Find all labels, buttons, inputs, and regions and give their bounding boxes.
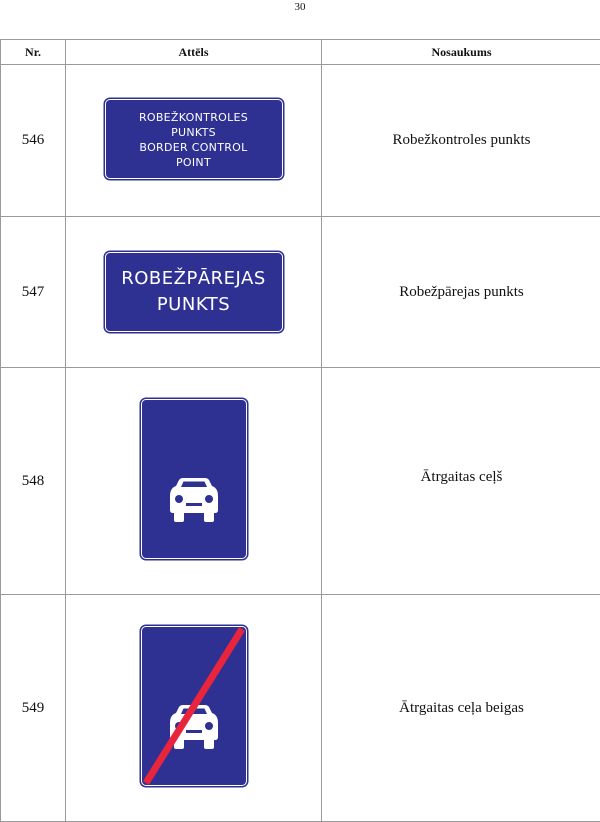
sign-image-cell [66, 368, 322, 595]
sign-text-line: ROBEŽKONTROLES [106, 110, 282, 125]
sign-image-cell [66, 65, 322, 217]
table-row [1, 368, 600, 595]
sign-text-line: ROBEŽPĀREJAS [106, 266, 282, 292]
sign-text-line: POINT [106, 155, 282, 170]
table-header-row [1, 40, 600, 65]
car-icon [142, 400, 246, 558]
sign-name: Ātrgaitas ceļa beigas [322, 595, 600, 822]
road-signs-table [0, 39, 600, 822]
page-number: 30 [0, 0, 600, 14]
border-crossing-point-sign [105, 252, 283, 332]
sign-image-cell [66, 217, 322, 368]
sign-number: 548 [1, 368, 66, 595]
sign-image-cell [66, 595, 322, 822]
sign-name: Ātrgaitas ceļš [322, 368, 600, 595]
sign-name: Robežkontroles punkts [322, 65, 600, 217]
expressway-sign [141, 399, 247, 559]
header-name: Nosaukums [322, 40, 600, 65]
table-row [1, 595, 600, 822]
table-row [1, 65, 600, 217]
sign-name: Robežpārejas punkts [322, 217, 600, 368]
sign-number: 546 [1, 65, 66, 217]
sign-number: 549 [1, 595, 66, 822]
table-row [1, 217, 600, 368]
car-crossed-icon [142, 627, 246, 785]
border-control-point-sign [105, 99, 283, 179]
sign-text-line: PUNKTS [106, 292, 282, 318]
header-nr: Nr. [1, 40, 66, 65]
end-of-expressway-sign [141, 626, 247, 786]
sign-number: 547 [1, 217, 66, 368]
sign-text-line: PUNKTS [106, 125, 282, 140]
sign-text-line: BORDER CONTROL [106, 140, 282, 155]
header-image: Attēls [66, 40, 322, 65]
